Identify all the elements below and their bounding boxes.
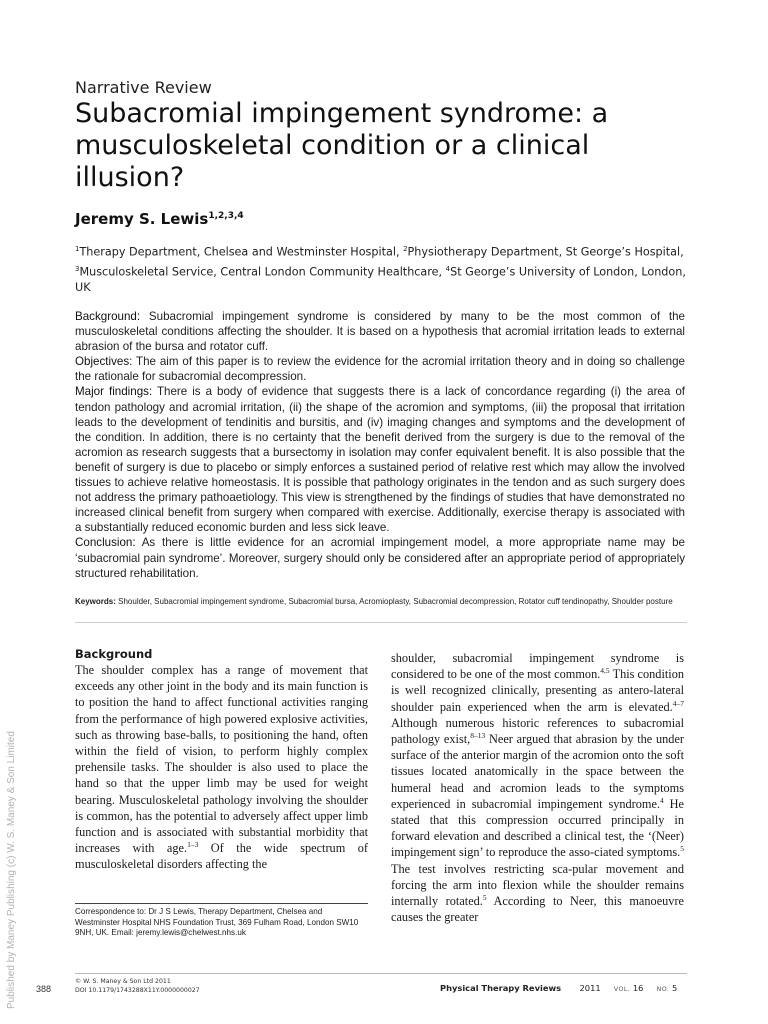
issue-label: NO. bbox=[656, 986, 670, 993]
affiliation-3: Musculoskeletal Service, Central London Community Healthcare, bbox=[79, 265, 446, 279]
abstract-conclusion-label: Conclusion: bbox=[75, 536, 136, 550]
body-column-left bbox=[75, 646, 368, 873]
abstract-conclusion bbox=[75, 535, 685, 580]
author-line bbox=[75, 210, 244, 228]
article-type: Narrative Review bbox=[75, 78, 212, 97]
volume-number: 16 bbox=[632, 983, 644, 993]
citation-ref: 5 bbox=[680, 844, 684, 854]
affil-mark-2: 2 bbox=[403, 245, 408, 253]
abstract-background-text: Subacromial impingement syndrome is considered by many to be the most common of the musculoskeletal conditions affecting the shoulder. It is based on a hypothesis that acromial irritation leads to external abrasion of the bursa and rotator cuff. bbox=[75, 310, 685, 354]
journal-name: Physical Therapy Reviews bbox=[440, 983, 562, 993]
abstract-findings-text: There is a body of evidence that suggests there is a lack of concordance regarding (i) the area of tendon pathology and acromial irritation, (ii) the shape of the acromion and symptoms, (iii) the proposal that irritation leads to the development of tendinitis and bursitis, and (iv) imaging changes and symptoms and the development of the condition. In addition, there is no certainty that the benefit derived from the surgery is due to the removal of the acromion as research suggests that a bursectomy in isolation may confer equivalent benefit. It is also possible that the benefit of surgery is due to placebo or simply enforces a sustained period of relative rest which may allow the involved tissues to achieve relative homeostasis. It is possible that pathology originates in the tendon and as such surgery does not address the primary pathoaetiology. This view is strengthened by the findings of studies that have demonstrated no increased clinical benefit from surgery when compared with exercise. Additionally, exercise therapy is associated with a substantially reduced economic burden and less sick leave. bbox=[75, 385, 685, 535]
citation-ref: 8–13 bbox=[470, 730, 486, 740]
affiliation-2: Physiotherapy Department, St George’s Hospital, bbox=[407, 245, 684, 259]
keywords bbox=[75, 596, 687, 607]
citation-ref: 4 bbox=[660, 795, 664, 805]
journal-year: 2011 bbox=[579, 983, 601, 993]
affiliations bbox=[75, 241, 687, 296]
footer-divider bbox=[75, 973, 687, 974]
affil-mark-3: 3 bbox=[75, 264, 80, 273]
keywords-text: Shoulder, Subacromial impingement syndrome, Subacromial bursa, Acromioplasty, Subacromial decompression, Rotator cuff tendinopathy, Shoulder posture bbox=[115, 597, 673, 606]
section-heading-background: Background bbox=[75, 647, 153, 661]
affil-mark-4: 4 bbox=[445, 264, 451, 273]
keywords-divider bbox=[75, 622, 687, 623]
volume-label: VOL. bbox=[613, 986, 631, 993]
body-paragraph-left: The shoulder complex has a range of movement that exceeds any other joint in the body and its main function is to position the hand to affect functional activities ranging from the performance of high powered explosive activities, such as throwing base-balls, to positioning the hand, often within the field of vision, to perform highly complex prehensile tasks. The shoulder is also used to place the hand so that the upper limb may be used for weight bearing. Musculoskeletal pathology involving the shoulder is common, has the potential to adversely affect upper limb function and is associated with substantial morbidity that increases with age.$^{1-3}$ Of the wide spectrum of musculoskeletal disorders affecting the bbox=[75, 663, 369, 872]
affiliation-4: St George’s University of London, London, UK bbox=[75, 265, 686, 295]
copyright-line: © W. S. Maney & Son Ltd 2011 bbox=[75, 978, 171, 985]
citation-ref: 1–3 bbox=[187, 840, 199, 850]
abstract-objectives-text: The aim of this paper is to review the evidence for the acromial irritation theory and in doing so challenge the rationale for subacromial decompression. bbox=[75, 355, 685, 384]
correspondence-note: Correspondence to: Dr J S Lewis, Therapy Department, Chelsea and Westminster Hospital NHS Foundation Trust, 369 Fulham Road, London SW10 9NH, UK. Email: jeremy.lewis@chelwest.nhs.uk bbox=[75, 907, 359, 938]
body-column-right bbox=[391, 650, 684, 925]
citation-ref: 5 bbox=[482, 892, 487, 902]
abstract-findings bbox=[75, 384, 685, 535]
doi-line: DOI 10.1179/1743288X11Y.0000000027 bbox=[75, 987, 200, 994]
keywords-label: Keywords: bbox=[75, 597, 116, 606]
abstract-background-label: Background: bbox=[75, 310, 141, 323]
citation-ref: 4–7 bbox=[672, 698, 684, 708]
article-title: Subacromial impingement syndrome: a musculoskeletal condition or a clinical illusion? bbox=[75, 98, 609, 193]
abstract-findings-label: Major findings: bbox=[75, 385, 153, 399]
page-number: 388 bbox=[36, 984, 52, 994]
abstract-conclusion-text: As there is little evidence for an acromial impingement model, a more appropriate name may be ‘subacromial pain syndrome’. Moreover, surgery should only be considered after an appropriate period of appropriately structured rehabilitation. bbox=[75, 536, 685, 580]
issue-number: 5 bbox=[672, 983, 678, 993]
publisher-watermark: Published by Maney Publishing (c) W. S. Maney & Son Limited bbox=[6, 731, 17, 1009]
abstract-objectives bbox=[75, 354, 685, 384]
citation-ref: 4,5 bbox=[600, 666, 610, 676]
author-name: Jeremy S. Lewis bbox=[75, 210, 209, 228]
correspondence-divider bbox=[75, 903, 368, 904]
abstract bbox=[75, 309, 685, 581]
author-affil-marks: 1,2,3,4 bbox=[208, 211, 244, 221]
affil-mark-1: 1 bbox=[75, 245, 80, 253]
footer-copyright-block bbox=[75, 977, 200, 995]
footer-journal-info bbox=[440, 983, 686, 993]
affiliation-1: Therapy Department, Chelsea and Westminster Hospital, bbox=[79, 245, 404, 259]
abstract-background bbox=[75, 309, 685, 354]
body-paragraph-right: shoulder, subacromial impingement syndrome is considered to be one of the most common.$^{4,5}$ This condition is well recognized clinically, presenting as antero-lateral shoulder pain experienced when the arm is elevated.$^{4-7}$ Although numerous historic references to subacromial pathology exist,$^{8-13}$ Neer argued that abrasion by the under surface of the anterior margin of the acromion onto the soft tissues located anatomically in the space between the humeral head and acromion leads to the symptoms experienced in subacromial impingement syndrome.$^4$ He stated that this compression occurred principally in forward elevation and described a clinical test, the ‘(Neer) impingement sign’ to reproduce the asso-ciated symptoms.$^5$ The test involves restricting sca-pular movement and forcing the arm into flexion while the shoulder remains internally rotated.$^5$ According to Neer, this manoeuvre causes the greater bbox=[391, 651, 684, 925]
abstract-objectives-label: Objectives: bbox=[75, 355, 133, 369]
